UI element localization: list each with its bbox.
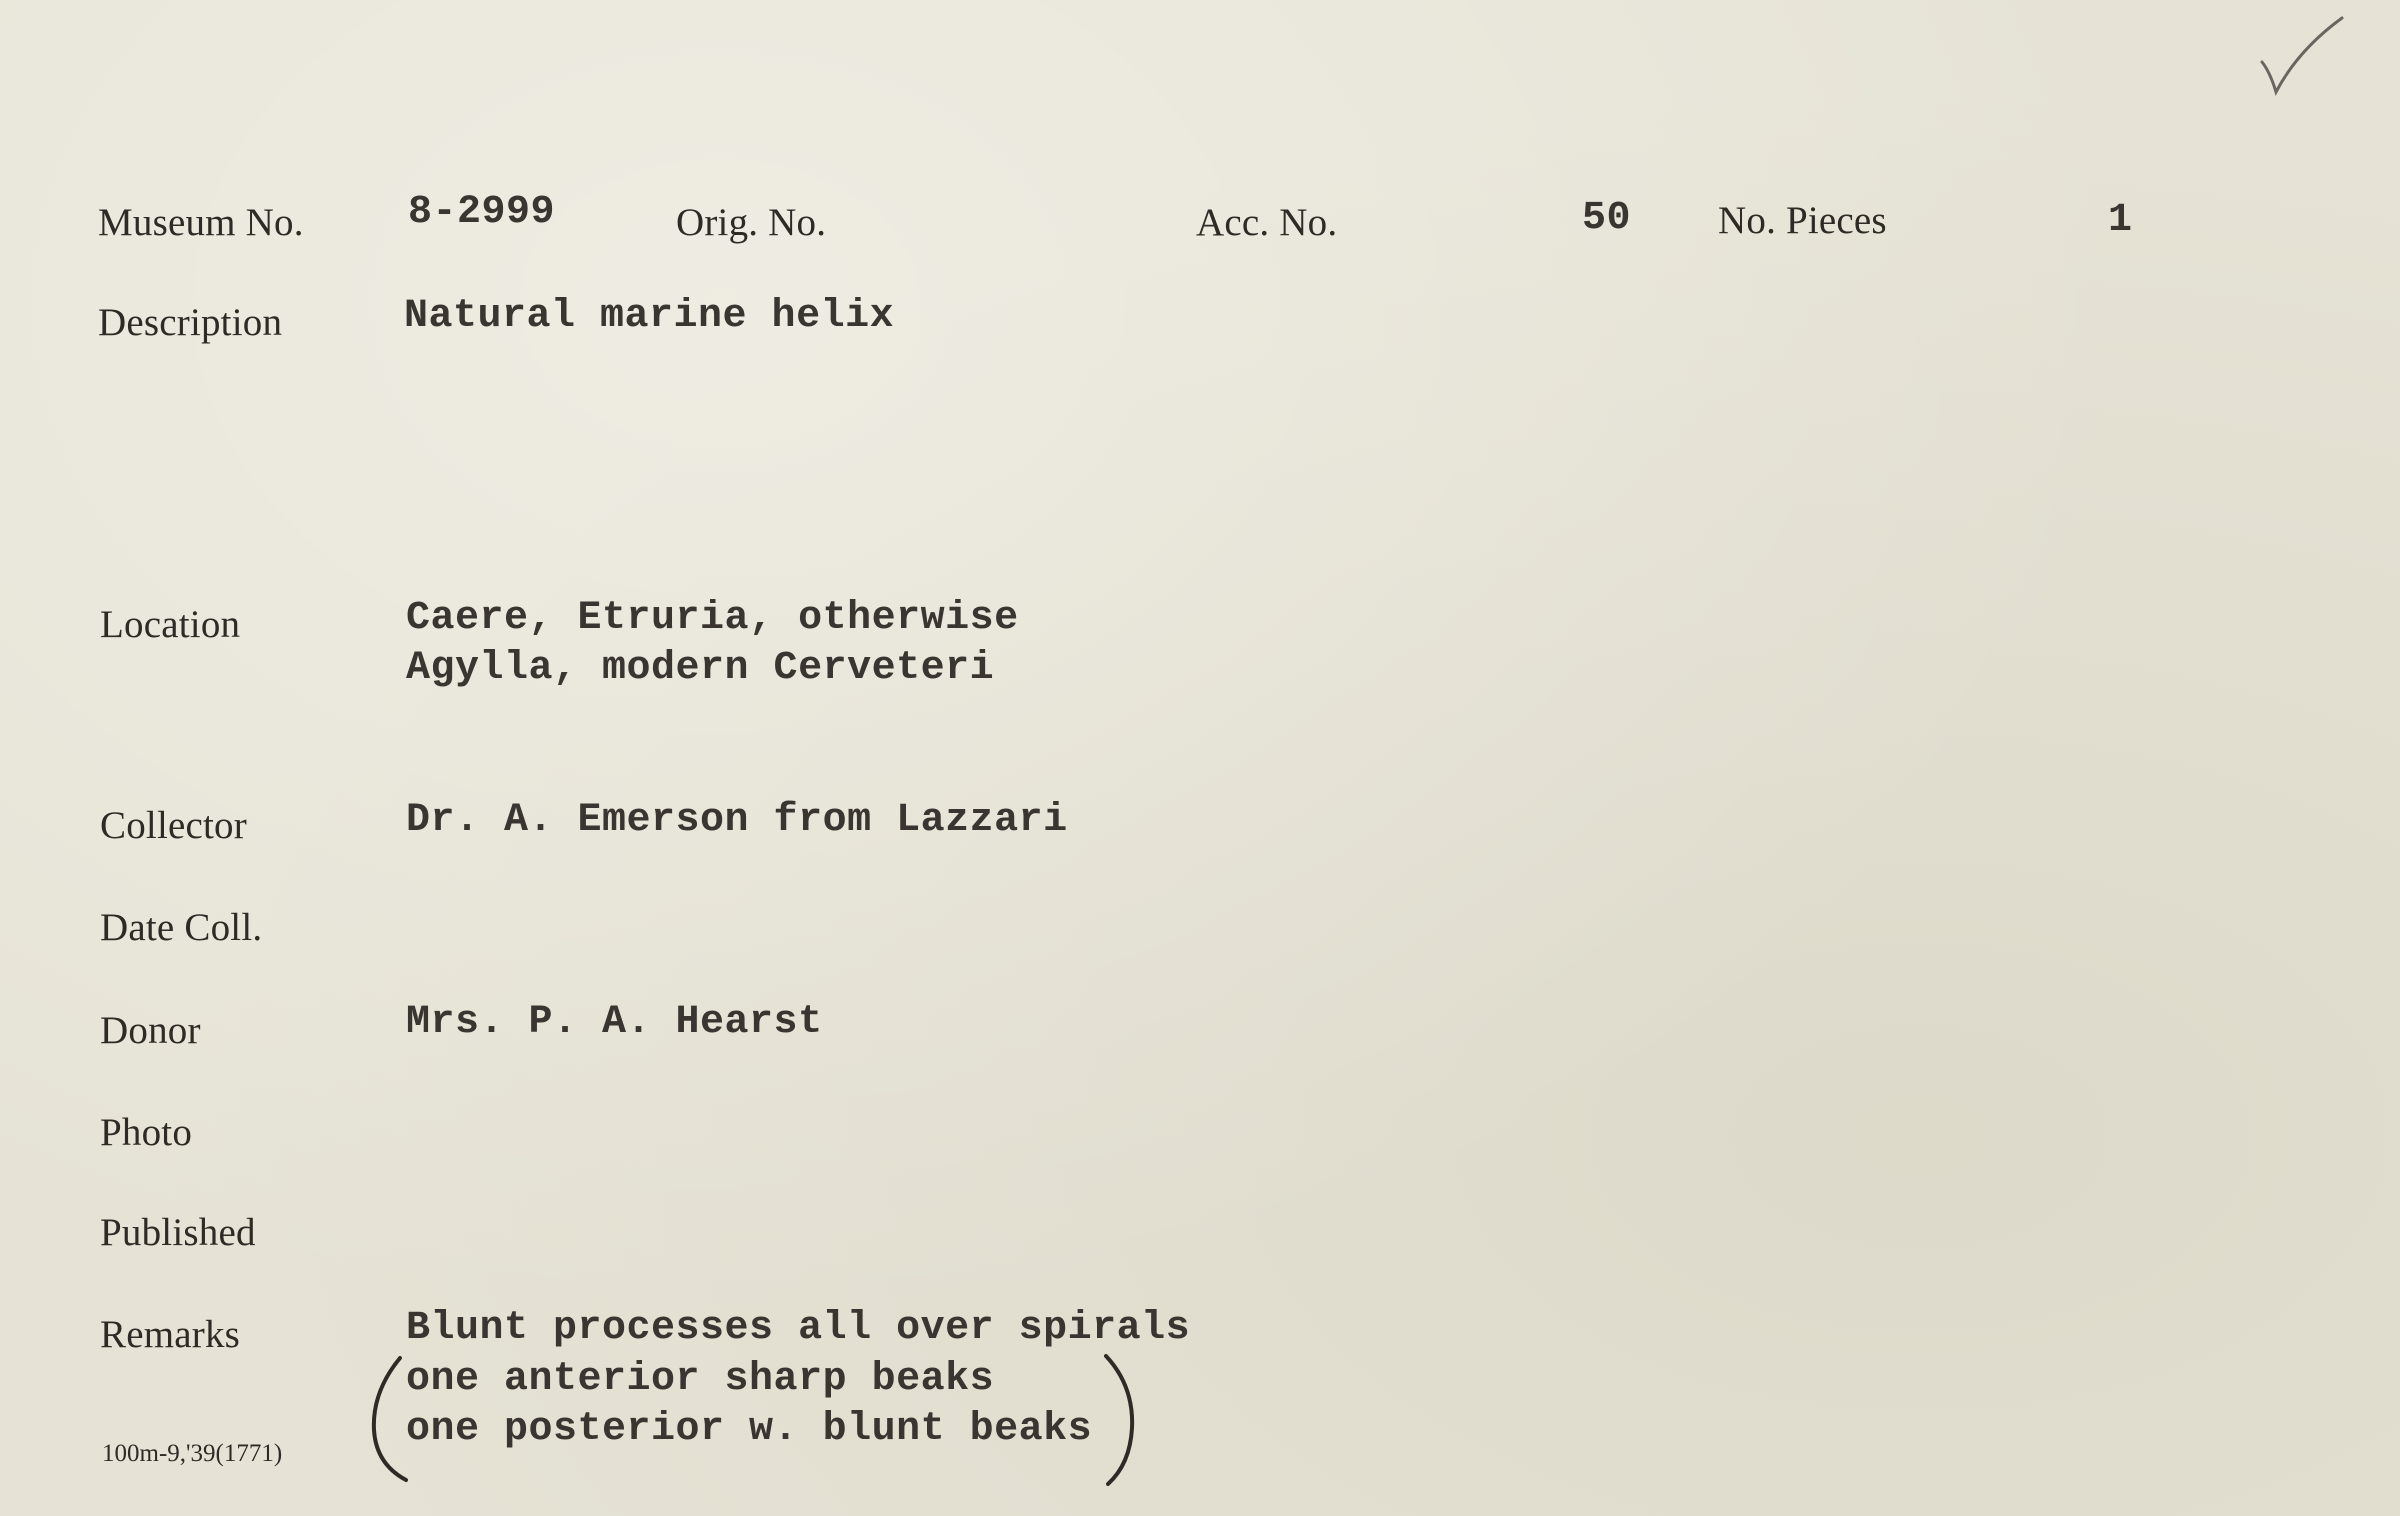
photo-label: Photo xyxy=(100,1111,193,1154)
published-label: Published xyxy=(100,1211,256,1254)
collector-label: Collector xyxy=(100,804,247,847)
left-parenthesis-mark xyxy=(368,1352,408,1487)
location-value-line1: Caere, Etruria, otherwise xyxy=(406,596,1019,641)
print-code: 100m-9,'39(1771) xyxy=(102,1440,283,1467)
remarks-label: Remarks xyxy=(100,1313,241,1356)
description-label: Description xyxy=(98,301,283,344)
remarks-value-line2: one anterior sharp beaks xyxy=(406,1357,995,1402)
acc-no-label: Acc. No. xyxy=(1196,201,1338,244)
no-pieces-label: No. Pieces xyxy=(1718,199,1887,242)
location-label: Location xyxy=(100,603,241,646)
no-pieces-value: 1 xyxy=(2108,198,2133,243)
collector-value: Dr. A. Emerson from Lazzari xyxy=(406,798,1068,843)
remarks-value-line1: Blunt processes all over spirals xyxy=(406,1306,1191,1351)
orig-no-label: Orig. No. xyxy=(676,201,827,244)
date-coll-label: Date Coll. xyxy=(100,906,263,949)
donor-value: Mrs. P. A. Hearst xyxy=(406,1000,823,1045)
acc-no-value: 50 xyxy=(1582,196,1632,241)
museum-no-value: 8-2999 xyxy=(408,190,556,235)
location-value-line2: Agylla, modern Cerveteri xyxy=(406,646,995,691)
remarks-value-line3: one posterior w. blunt beaks xyxy=(406,1407,1093,1452)
description-value: Natural marine helix xyxy=(404,294,895,339)
donor-label: Donor xyxy=(100,1009,201,1052)
right-parenthesis-mark xyxy=(1100,1352,1140,1487)
museum-no-label: Museum No. xyxy=(98,201,304,244)
check-mark-icon xyxy=(2250,10,2360,100)
